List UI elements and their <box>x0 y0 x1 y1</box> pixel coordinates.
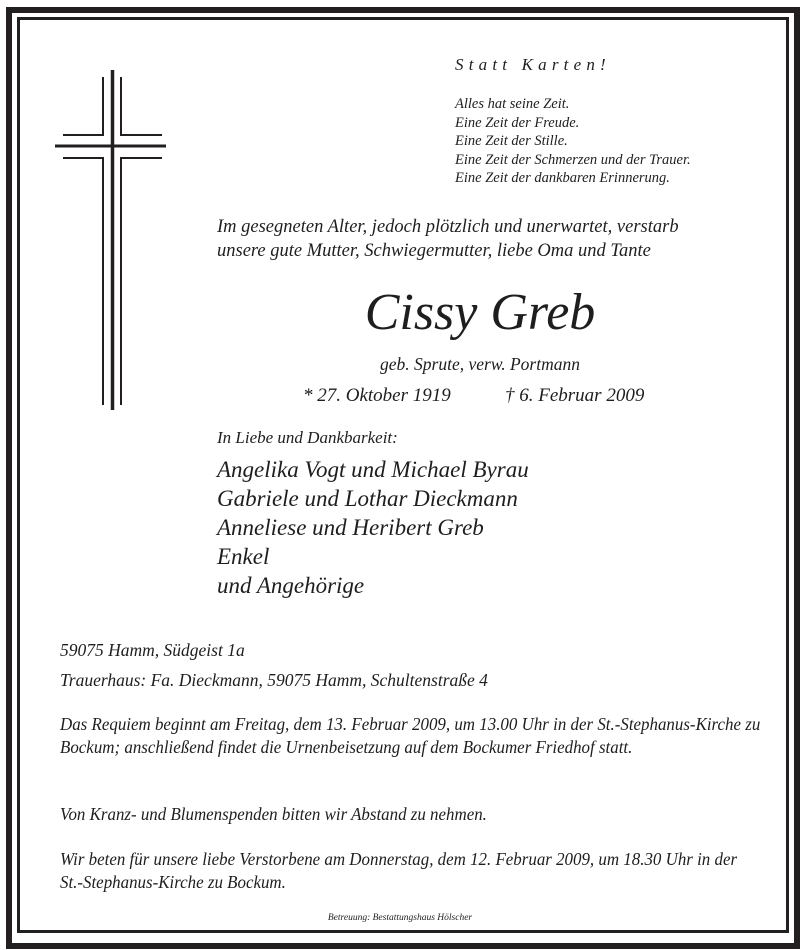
address: 59075 Hamm, Südgeist 1a <box>60 640 245 660</box>
life-dates <box>303 385 645 407</box>
mourning-house: Trauerhaus: Fa. Dieckmann, 59075 Hamm, Schultenstraße 4 <box>60 670 488 690</box>
mourner: und Angehörige <box>217 573 365 598</box>
prayer-paragraph: Wir beten für unsere liebe Verstorbene am Donnerstag, dem 12. Februar 2009, um 18.30 Uhr in der St.-Stephanus-Kirche zu Bockum. <box>60 849 738 892</box>
intro-line: unsere gute Mutter, Schwiegermutter, liebe Oma und Tante <box>217 241 651 261</box>
poem-line: Eine Zeit der dankbaren Erinnerung. <box>455 170 670 186</box>
intro-line: Im gesegneten Alter, jedoch plötzlich und unerwartet, verstarb <box>217 217 679 237</box>
mourner: Gabriele und Lothar Dieckmann <box>217 486 518 511</box>
mourners-list <box>217 455 529 600</box>
flowers-paragraph: Von Kranz- und Blumenspenden bitten wir Abstand zu nehmen. <box>60 804 487 824</box>
intro-text <box>217 215 679 263</box>
poem-line: Eine Zeit der Freude. <box>455 114 580 131</box>
maiden-name: geb. Sprute, verw. Portmann <box>380 354 580 374</box>
death-date: † 6. Februar 2009 <box>505 385 645 406</box>
poem-line: Eine Zeit der Schmerzen und der Trauer. <box>455 151 691 168</box>
poem <box>455 95 691 188</box>
thanks-label: In Liebe und Dankbarkeit: <box>217 428 398 447</box>
poem-line: Alles hat seine Zeit. <box>455 96 570 112</box>
birth-date: * 27. Oktober 1919 <box>303 385 451 406</box>
heading-statt-karten: Statt Karten! <box>455 55 611 74</box>
mourner: Anneliese und Heribert Greb <box>217 515 484 540</box>
mourner: Enkel <box>217 544 270 569</box>
deceased-name: Cissy Greb <box>364 284 596 341</box>
poem-line: Eine Zeit der Stille. <box>455 133 568 149</box>
mourner: Angelika Vogt und Michael Byrau <box>217 457 529 482</box>
footer-credit: Betreuung: Bestattungshaus Hölscher <box>327 913 473 923</box>
requiem-paragraph: Das Requiem beginnt am Freitag, dem 13. Februar 2009, um 13.00 Uhr in der St.-Stephanus-Kirche zu Bockum; anschließend findet die Urnenbeisetzung auf dem Bockumer Friedhof statt. <box>60 714 761 757</box>
